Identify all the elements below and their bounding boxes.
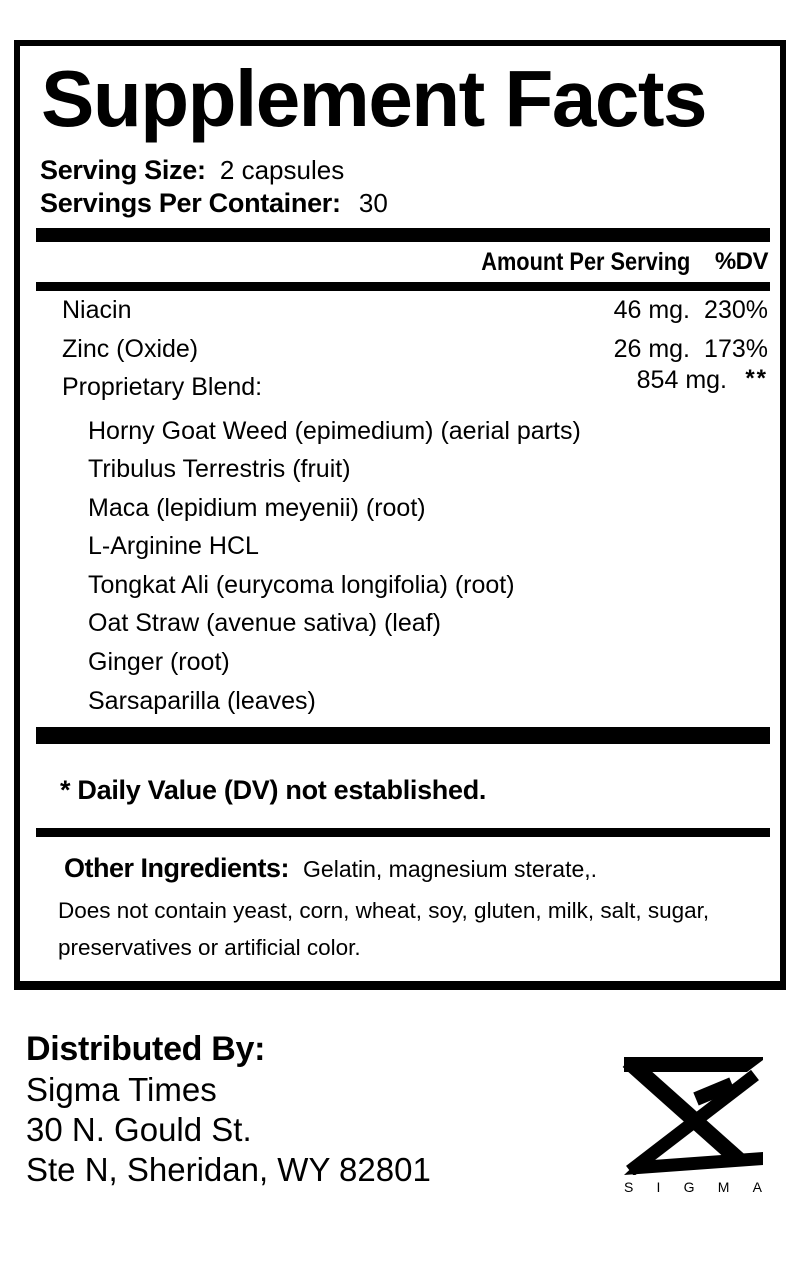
nutrient-name: Proprietary Blend: bbox=[62, 373, 263, 401]
nutrient-amount: 26 mg. bbox=[613, 334, 690, 363]
other-ingredients-value: Gelatin, magnesium sterate,. bbox=[303, 856, 598, 883]
nutrient-dv: 173% bbox=[704, 334, 768, 363]
nutrient-dv: 230% bbox=[704, 296, 768, 324]
distributed-by-heading: Distributed By: bbox=[26, 1030, 266, 1068]
table-row bbox=[20, 365, 780, 412]
wordmark-letter: G bbox=[683, 1179, 695, 1195]
percent-dv-header: %DV bbox=[714, 248, 768, 275]
amount-per-serving-header: Amount Per Serving bbox=[480, 247, 690, 276]
divider-rule-header bbox=[36, 282, 770, 291]
allergen-note-line1: Does not contain yeast, corn, wheat, soy, gluten, milk, salt, sugar, bbox=[58, 898, 710, 924]
other-ingredients-label: Other Ingredients: bbox=[64, 853, 290, 884]
distributor-name: Sigma Times bbox=[26, 1071, 217, 1108]
list-item: L-Arginine HCL bbox=[88, 532, 259, 561]
page-title: Supplement Facts bbox=[41, 54, 707, 143]
list-item: Sarsaparilla (leaves) bbox=[88, 686, 316, 715]
brand-block bbox=[622, 1057, 764, 1195]
nutrient-rows bbox=[20, 296, 780, 412]
list-item: Oat Straw (avenue sativa) (leaf) bbox=[88, 609, 441, 638]
list-item: Tongkat Ali (eurycoma longifolia) (root) bbox=[88, 570, 515, 599]
nutrient-amount: 854 mg. bbox=[636, 366, 727, 394]
serving-size-label: Serving Size: bbox=[40, 154, 206, 185]
list-item: Ginger (root) bbox=[88, 648, 230, 677]
supplement-facts-panel bbox=[14, 40, 786, 990]
servings-per-container-line bbox=[40, 187, 780, 220]
distributor-block bbox=[26, 1029, 431, 1190]
daily-value-note: * Daily Value (DV) not established. bbox=[60, 775, 487, 806]
divider-thick-bottom bbox=[36, 727, 770, 744]
servings-per-container-value: 30 bbox=[358, 187, 388, 218]
nutrient-name: Niacin bbox=[62, 296, 132, 324]
wordmark-letter: I bbox=[656, 1179, 661, 1195]
list-item: Maca (lepidium meyenii) (root) bbox=[88, 493, 426, 522]
distributor-address-line1: 30 N. Gould St. bbox=[26, 1111, 252, 1148]
distributor-address-line2: Ste N, Sheridan, WY 82801 bbox=[26, 1151, 431, 1188]
nutrient-name: Zinc (Oxide) bbox=[62, 334, 199, 363]
servings-per-container-label: Servings Per Container: bbox=[40, 187, 341, 218]
serving-size-value: 2 capsules bbox=[219, 154, 345, 185]
allergen-note-line2: preservatives or artificial color. bbox=[58, 935, 361, 961]
other-ingredients-line bbox=[64, 848, 780, 889]
list-item: Tribulus Terrestris (fruit) bbox=[88, 455, 351, 484]
wordmark-letter: A bbox=[752, 1179, 762, 1195]
wordmark-letter: M bbox=[717, 1179, 730, 1195]
divider-thick-top bbox=[36, 228, 770, 242]
divider-rule-other bbox=[36, 828, 770, 837]
list-item: Horny Goat Weed (epimedium) (aerial parts) bbox=[88, 416, 581, 445]
table-row bbox=[20, 296, 780, 335]
sigma-wordmark bbox=[622, 1180, 764, 1195]
columns-header-row bbox=[20, 242, 780, 282]
no-dv-asterisks: ** bbox=[745, 365, 768, 392]
proprietary-blend-list bbox=[20, 412, 780, 721]
serving-size-line bbox=[40, 154, 780, 187]
nutrient-amount: 46 mg. bbox=[613, 296, 690, 324]
sigma-logo-icon bbox=[622, 1057, 764, 1175]
wordmark-letter: S bbox=[624, 1179, 634, 1195]
